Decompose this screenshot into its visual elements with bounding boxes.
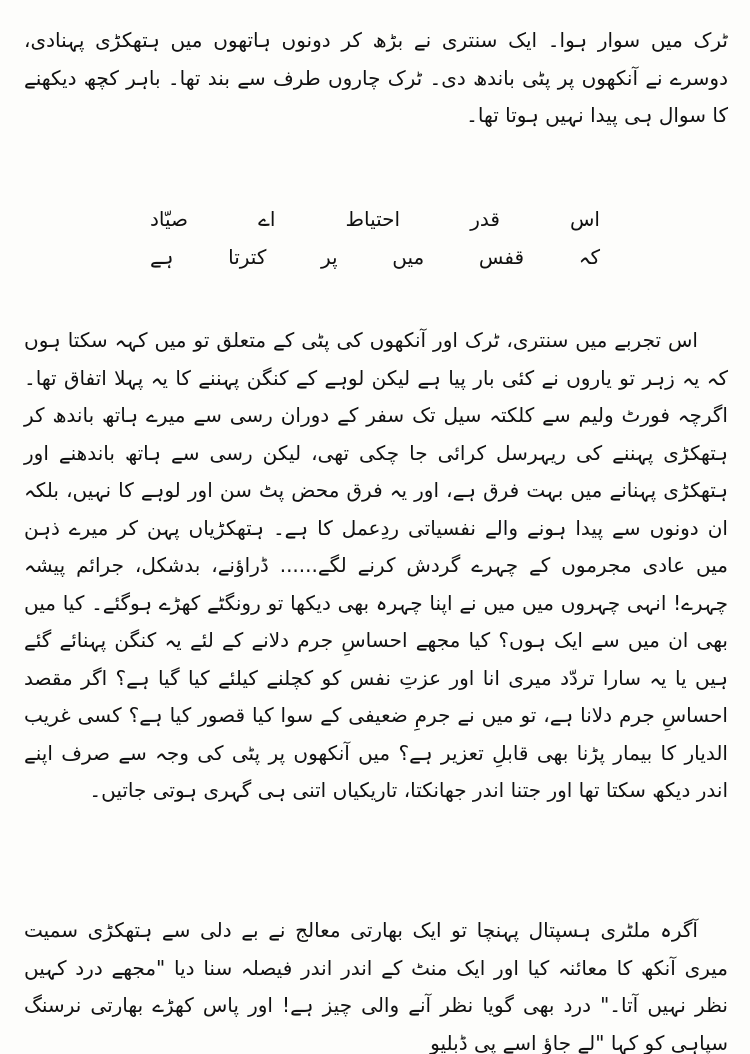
- verse-line-1: اس قدر احتیاط اے صیّاد: [150, 207, 600, 231]
- paragraph-text: ٹرک میں سوار ہوا۔ ایک سنتری نے بڑھ کر دونوں ہاتھوں میں ہتھکڑی پہنادی، دوسرے نے آنکھوں پر پٹی باندھ دی۔ ٹرک چاروں طرف سے بند تھا۔ باہر کچھ دیکھنے کا سوال ہی پیدا نہیں ہوتا تھا۔: [24, 28, 728, 127]
- paragraph-handcuffs: [24, 322, 728, 810]
- paragraph-text: [24, 912, 728, 1054]
- paragraph-truck: [24, 22, 728, 135]
- paragraph-agra-hospital: [24, 912, 728, 1054]
- paragraph-body: آگرہ ملٹری ہسپتال پہنچا تو ایک بھارتی معالج نے بے دلی سے ہتھکڑی سمیت میری آنکھ کا معائنہ کیا اور ایک منٹ کے اندر اندر فیصلہ سنا دیا "مجھے درد کہیں نظر نہیں آتا۔" درد بھی گویا نظر آنے والی چیز ہے! اور پاس کھڑے بھارتی نرسنگ سپاہی کو کہا "لے جاؤ اسے پی ڈبلیو: [24, 918, 728, 1054]
- paragraph-text: [24, 322, 728, 810]
- paragraph-body: اس تجربے میں سنتری، ٹرک اور آنکھوں کی پٹی کے متعلق تو میں کہہ سکتا ہوں کہ یہ زہر تو یاروں نے کئی بار پیا ہے لیکن لوہے کے کنگن پہننے کا یہ پہلا اتفاق تھا۔ اگرچہ فورٹ ولیم سے کلکتہ سیل تک سفر کے دوران رسی سے میرے ہاتھ باندھ کر ہتھکڑی پہننے کی ریہرسل کرائی جا چکی تھی، لیکن رسی سے ہاتھ باندھنے اور ہتھکڑی پہنانے میں بہت فرق ہے، اور یہ فرق محض پٹ سن اور لوہے کا نہیں، بلکہ ان دونوں سے پیدا ہونے والے نفسیاتی ردِعمل کا ہے۔ ہتھکڑیاں پہن کر میرے ذہن میں عادی مجرموں کے چہرے گردش کرنے لگے...... ڈراؤنے، بدشکل، جرائم پیشہ چہرے! انہی چہروں میں میں نے اپنا چہرہ بھی دیکھا تو رونگٹے کھڑے ہوگئے۔ کیا میں بھی ان میں سے ایک ہوں؟ کیا مجھے احساسِ جرم دلانے کے لئے یہ کنگن پہنائے گئے ہیں یا یہ سارا تردّد میری انا اور عزتِ نفس کو کچلنے کیلئے کیا گیا ہے؟ اگر مقصد احساسِ جرم دلانا ہے، تو میں نے جرمِ ضعیفی کے سوا کیا قصور کیا ہے؟ کسی غریب الدیار کا بیمار پڑنا بھی قابلِ تعزیر ہے؟ میں آنکھوں پر پٹی کی وجہ سے صرف اپنے اندر دیکھ سکتا تھا اور جتنا اندر جھانکتا، تاریکیاں اتنی ہی گہری ہوتی جاتیں۔: [24, 328, 728, 802]
- verse-line-2: کہ قفس میں پر کترتا ہے: [150, 245, 600, 269]
